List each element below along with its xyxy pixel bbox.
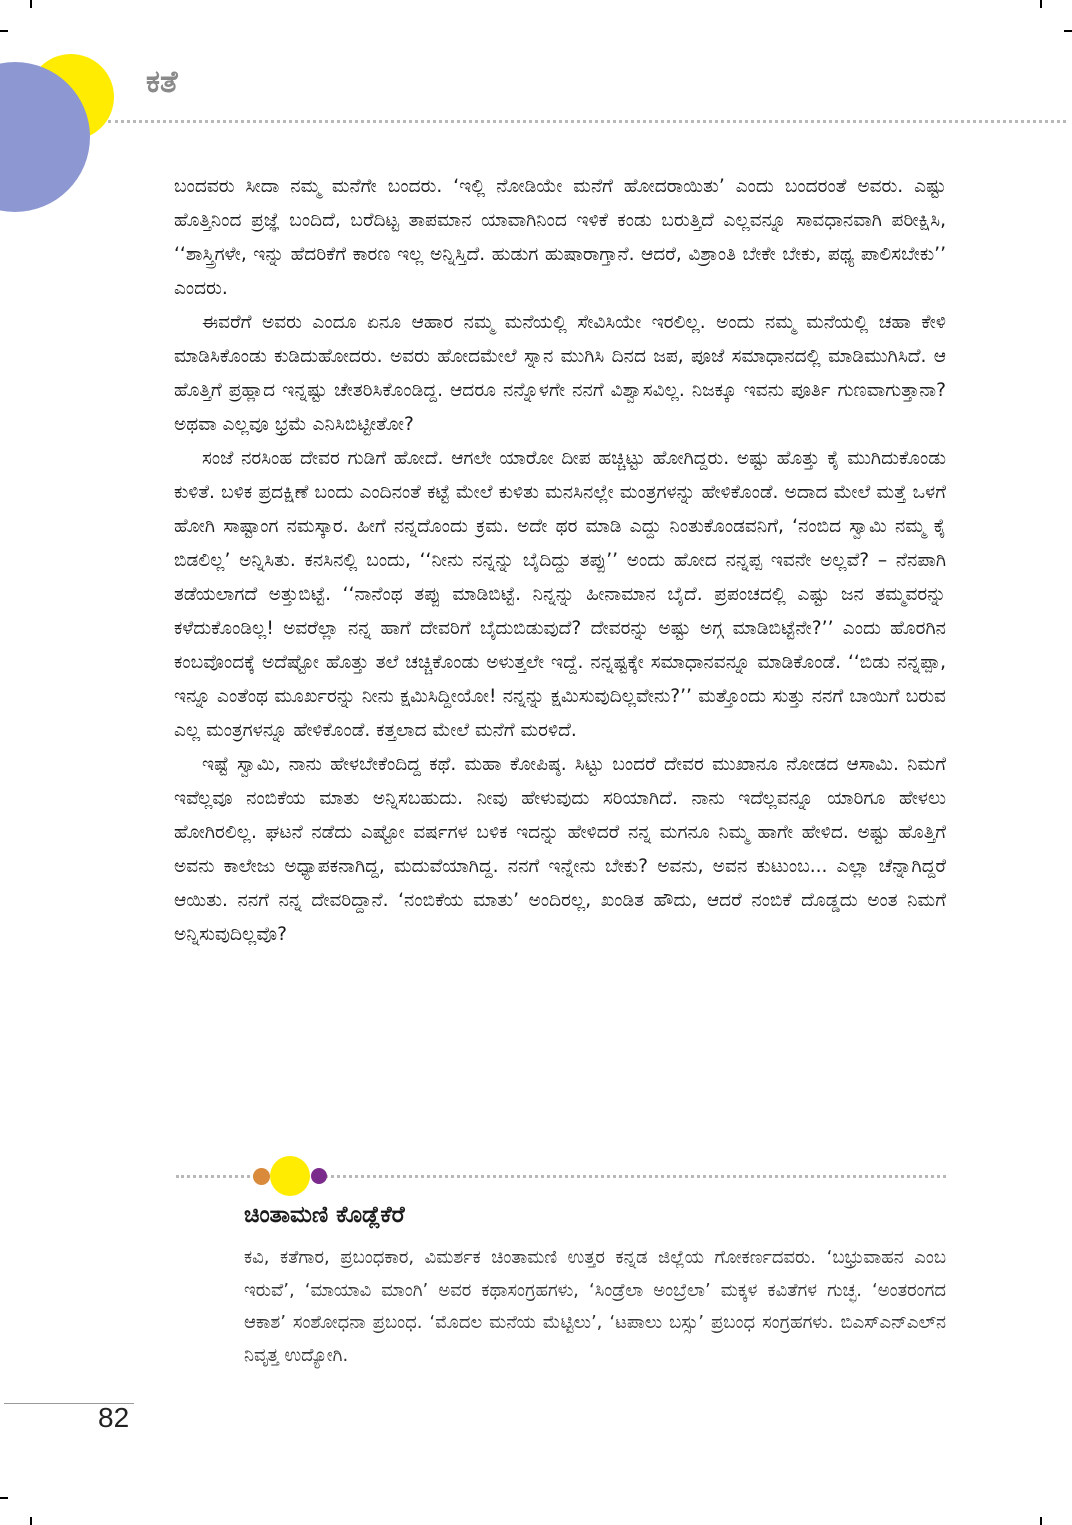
divider-dot-yellow xyxy=(270,1156,310,1196)
story-paragraph: ಬಂದವರು ಸೀದಾ ನಮ್ಮ ಮನೆಗೇ ಬಂದರು. ‘ಇಲ್ಲಿ ನೋಡಿಯೇ ಮನೆಗೆ ಹೋದರಾಯಿತು’ ಎಂದು ಬಂದರಂತೆ ಅವರು. ಎಷ್ಟು ಹೊತ್ತಿನಿಂದ ಪ್ರಜ್ಞೆ ಬಂದಿದೆ, ಬರೆದಿಟ್ಟ ತಾಪಮಾನ ಯಾವಾಗಿನಿಂದ ಇಳಿಕೆ ಕಂಡು ಬರುತ್ತಿದೆ ಎಲ್ಲವನ್ನೂ ಸಾವಧಾನವಾಗಿ ಪರೀಕ್ಷಿಸಿ, ‘‘ಶಾಸ್ತ್ರಿಗಳೇ, ಇನ್ನು ಹೆದರಿಕೆಗೆ ಕಾರಣ ಇಲ್ಲ ಅನ್ನಿಸ್ತಿದೆ. ಹುಡುಗ ಹುಷಾರಾಗ್ತಾನೆ. ಆದರೆ, ವಿಶ್ರಾಂತಿ ಬೇಕೇ ಬೇಕು, ಪಥ್ಯ ಪಾಲಿಸಬೇಕು’’ ಎಂದರು. xyxy=(174,176,946,299)
story-body xyxy=(174,170,946,952)
author-name: ಚಿಂತಾಮಣಿ ಕೊಡ್ಲೆಕೆರೆ xyxy=(244,1202,405,1228)
section-title: ಕತೆ xyxy=(146,64,178,100)
crop-mark-right-upper xyxy=(1064,30,1072,32)
story-paragraph: ಸಂಜೆ ನರಸಿಂಹ ದೇವರ ಗುಡಿಗೆ ಹೋದೆ. ಆಗಲೇ ಯಾರೋ ದೀಪ ಹಚ್ಚಿಟ್ಟು ಹೋಗಿದ್ದರು. ಅಷ್ಟು ಹೊತ್ತು ಕೈ ಮುಗಿದುಕೊಂಡು ಕುಳಿತೆ. ಬಳಿಕ ಪ್ರದಕ್ಷಿಣೆ ಬಂದು ಎಂದಿನಂತೆ ಕಟ್ಟೆ ಮೇಲೆ ಕುಳಿತು ಮನಸಿನಲ್ಲೇ ಮಂತ್ರಗಳನ್ನು ಹೇಳಿಕೊಂಡೆ. ಅದಾದ ಮೇಲೆ ಮತ್ತೆ ಒಳಗೆ ಹೋಗಿ ಸಾಷ್ಟಾಂಗ ನಮಸ್ಕಾರ. ಹೀಗೆ ನನ್ನದೊಂದು ಕ್ರಮ. ಅದೇ ಥರ ಮಾಡಿ ಎದ್ದು ನಿಂತುಕೊಂಡವನಿಗೆ, ‘ನಂಬಿದ ಸ್ವಾಮಿ ನಮ್ಮ ಕೈ ಬಿಡಲಿಲ್ಲ’ ಅನ್ನಿಸಿತು. ಕನಸಿನಲ್ಲಿ ಬಂದು, ‘‘ನೀನು ನನ್ನನ್ನು ಬೈದಿದ್ದು ತಪ್ಪು’’ ಅಂದು ಹೋದ ನನ್ನಪ್ಪ ಇವನೇ ಅಲ್ಲವೆ? – ನೆನಪಾಗಿ ತಡೆಯಲಾಗದೆ ಅತ್ತುಬಿಟ್ಟೆ. ‘‘ನಾನೆಂಥ ತಪ್ಪು ಮಾಡಿಬಿಟ್ಟೆ. ನಿನ್ನನ್ನು ಹೀನಾಮಾನ ಬೈದೆ. ಪ್ರಪಂಚದಲ್ಲಿ ಎಷ್ಟು ಜನ ತಮ್ಮವರನ್ನು ಕಳೆದುಕೊಂಡಿಲ್ಲ! ಅವರೆಲ್ಲಾ ನನ್ನ ಹಾಗೆ ದೇವರಿಗೆ ಬೈದುಬಿಡುವುದೆ? ದೇವರನ್ನು ಅಷ್ಟು ಅಗ್ಗ ಮಾಡಿಬಿಟ್ಟೆನೇ?’’ ಎಂದು ಹೊರಗಿನ ಕಂಬವೊಂದಕ್ಕೆ ಅದೆಷ್ಟೋ ಹೊತ್ತು ತಲೆ ಚಚ್ಚಿಕೊಂಡು ಅಳುತ್ತಲೇ ಇದ್ದೆ. ನನ್ನಷ್ಟಕ್ಕೇ ಸಮಾಧಾನವನ್ನೂ ಮಾಡಿಕೊಂಡೆ. ‘‘ಬಿಡು ನನ್ನಪ್ಪಾ, ಇನ್ನೂ ಎಂತೆಂಥ ಮೂರ್ಖರನ್ನು ನೀನು ಕ್ಷಮಿಸಿದ್ದೀಯೋ! ನನ್ನನ್ನು ಕ್ಷಮಿಸುವುದಿಲ್ಲವೇನು?’’ ಮತ್ತೊಂದು ಸುತ್ತು ನನಗೆ ಬಾಯಿಗೆ ಬರುವ ಎಲ್ಲ ಮಂತ್ರಗಳನ್ನೂ ಹೇಳಿಕೊಂಡೆ. ಕತ್ತಲಾದ ಮೇಲೆ ಮನೆಗೆ ಮರಳಿದೆ. xyxy=(174,448,946,741)
crop-mark-left-upper xyxy=(0,30,8,32)
crop-mark-bottom-left xyxy=(30,1517,32,1525)
divider-dot-purple xyxy=(311,1168,327,1184)
divider-dot-orange xyxy=(253,1168,270,1185)
crop-mark-top-left xyxy=(30,0,32,8)
author-bio: ಕವಿ, ಕತೆಗಾರ, ಪ್ರಬಂಧಕಾರ, ವಿಮರ್ಶಕ ಚಿಂತಾಮಣಿ ಉತ್ತರ ಕನ್ನಡ ಜಿಲ್ಲೆಯ ಗೋಕರ್ಣದವರು. ‘ಬಭ್ರುವಾಹನ ಎಂಬ ಇರುವೆ’, ‘ಮಾಯಾವಿ ಮಾಂಗಿ’ ಅವರ ಕಥಾಸಂಗ್ರಹಗಳು, ‘ಸಿಂಡ್ರೆಲಾ ಅಂಬ್ರೆಲಾ’ ಮಕ್ಕಳ ಕವಿತೆಗಳ ಗುಚ್ಛ. ‘ಅಂತರಂಗದ ಆಕಾಶ’ ಸಂಶೋಧನಾ ಪ್ರಬಂಧ. ‘ಮೊದಲ ಮನೆಯ ಮೆಟ್ಟಿಲು’, ‘ಟಪಾಲು ಬಸ್ಸು’ ಪ್ರಬಂಧ ಸಂಗ್ರಹಗಳು. ಬಿಎಸ್‌ಎನ್‌ಎಲ್‌ನ ನಿವೃತ್ತ ಉದ್ಯೋಗಿ. xyxy=(244,1247,946,1366)
crop-mark-left-lower xyxy=(0,1497,8,1499)
crop-mark-bottom-right xyxy=(1040,1517,1042,1525)
crop-mark-top-right xyxy=(1040,0,1042,8)
header-dotted-rule xyxy=(108,120,1066,123)
story-paragraph: ಈವರೆಗೆ ಅವರು ಎಂದೂ ಏನೂ ಆಹಾರ ನಮ್ಮ ಮನೆಯಲ್ಲಿ ಸೇವಿಸಿಯೇ ಇರಲಿಲ್ಲ. ಅಂದು ನಮ್ಮ ಮನೆಯಲ್ಲಿ ಚಹಾ ಕೇಳಿ ಮಾಡಿಸಿಕೊಂಡು ಕುಡಿದುಹೋದರು. ಅವರು ಹೋದಮೇಲೆ ಸ್ನಾನ ಮುಗಿಸಿ ದಿನದ ಜಪ, ಪೂಜೆ ಸಮಾಧಾನದಲ್ಲಿ ಮಾಡಿಮುಗಿಸಿದೆ. ಆ ಹೊತ್ತಿಗೆ ಪ್ರಹ್ಲಾದ ಇನ್ನಷ್ಟು ಚೇತರಿಸಿಕೊಂಡಿದ್ದ. ಆದರೂ ನನ್ನೊಳಗೇ ನನಗೆ ವಿಶ್ವಾಸವಿಲ್ಲ. ನಿಜಕ್ಕೂ ಇವನು ಪೂರ್ತಿ ಗುಣವಾಗುತ್ತಾನಾ? ಅಥವಾ ಎಲ್ಲವೂ ಭ್ರಮೆ ಎನಿಸಿಬಿಟ್ಟೀತೋ? xyxy=(174,312,946,435)
story-paragraph: ಇಷ್ಟೆ ಸ್ವಾಮಿ, ನಾನು ಹೇಳಬೇಕೆಂದಿದ್ದ ಕಥೆ. ಮಹಾ ಕೋಪಿಷ್ಠ. ಸಿಟ್ಟು ಬಂದರೆ ದೇವರ ಮುಖಾನೂ ನೋಡದ ಆಸಾಮಿ. ನಿಮಗೆ ಇವೆಲ್ಲವೂ ನಂಬಿಕೆಯ ಮಾತು ಅನ್ನಿಸಬಹುದು. ನೀವು ಹೇಳುವುದು ಸರಿಯಾಗಿದೆ. ನಾನು ಇದೆಲ್ಲವನ್ನೂ ಯಾರಿಗೂ ಹೇಳಲು ಹೋಗಿರಲಿಲ್ಲ. ಘಟನೆ ನಡೆದು ಎಷ್ಟೋ ವರ್ಷಗಳ ಬಳಿಕ ಇದನ್ನು ಹೇಳಿದರೆ ನನ್ನ ಮಗನೂ ನಿಮ್ಮ ಹಾಗೇ ಹೇಳಿದ. ಅಷ್ಟು ಹೊತ್ತಿಗೆ ಅವನು ಕಾಲೇಜು ಅಧ್ಯಾಪಕನಾಗಿದ್ದ, ಮದುವೆಯಾಗಿದ್ದ. ನನಗೆ ಇನ್ನೇನು ಬೇಕು? ಅವನು, ಅವನ ಕುಟುಂಬ... ಎಲ್ಲಾ ಚೆನ್ನಾಗಿದ್ದರೆ ಆಯಿತು. ನನಗೆ ನನ್ನ ದೇವರಿದ್ದಾನೆ. ‘ನಂಬಿಕೆಯ ಮಾತು’ ಅಂದಿರಲ್ಲ, ಖಂಡಿತ ಹೌದು, ಆದರೆ ನಂಬಿಕೆ ದೊಡ್ಡದು ಅಂತ ನಿಮಗೆ ಅನ್ನಿಸುವುದಿಲ್ಲವೊ? xyxy=(174,754,946,945)
page-number: 82 xyxy=(98,1402,130,1433)
